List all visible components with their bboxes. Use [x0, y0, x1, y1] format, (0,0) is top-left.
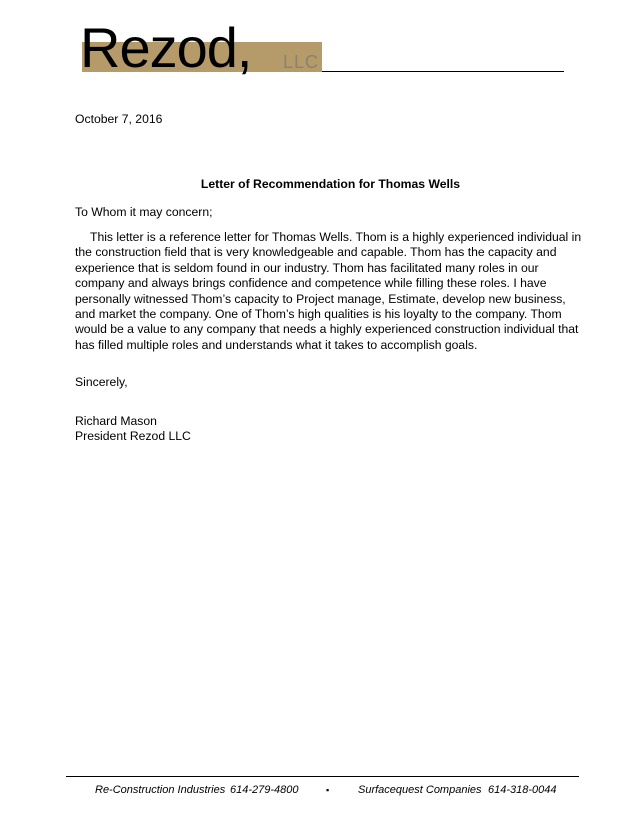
- letter-date: October 7, 2016: [75, 112, 163, 126]
- letter-closing: Sincerely,: [75, 375, 128, 389]
- letterhead-rule: [322, 71, 564, 72]
- signer-title: President Rezod LLC: [75, 429, 191, 443]
- footer-separator: ▪: [326, 785, 330, 795]
- company-logo: Rezod,: [80, 16, 252, 79]
- signer-name: Richard Mason: [75, 414, 157, 428]
- footer-company-2: Surfacequest Companies: [358, 784, 482, 796]
- letter-subject: Letter of Recommendation for Thomas Wells: [200, 177, 461, 191]
- footer-company-1: Re-Construction Industries: [95, 784, 226, 796]
- company-logo-suffix: LLC: [283, 52, 320, 72]
- footer-phone-2: 614-318-0044: [488, 784, 557, 796]
- letter-salutation: To Whom it may concern;: [75, 205, 213, 219]
- letter-body: [75, 230, 585, 353]
- letter-body-text: This letter is a reference letter for Thomas Wells. Thom is a highly experienced individual in the construction field that is very knowledgeable and capable. Thom has the capacity and experience that is seldom found in our industry. Thom has facilitated many roles in our company and always brings confidence and competence while filling these roles. I have personally witnessed Thom’s capacity to Project manage, Estimate, develop new business, and market the company. One of Thom’s high qualities is his loyalty to the company. Thom would be a value to any company that needs a highly experienced construction individual that has filled multiple roles and understands what it takes to accomplish goals.: [75, 230, 582, 352]
- footer-phone-1: 614-279-4800: [230, 784, 299, 796]
- footer-rule: [66, 776, 579, 777]
